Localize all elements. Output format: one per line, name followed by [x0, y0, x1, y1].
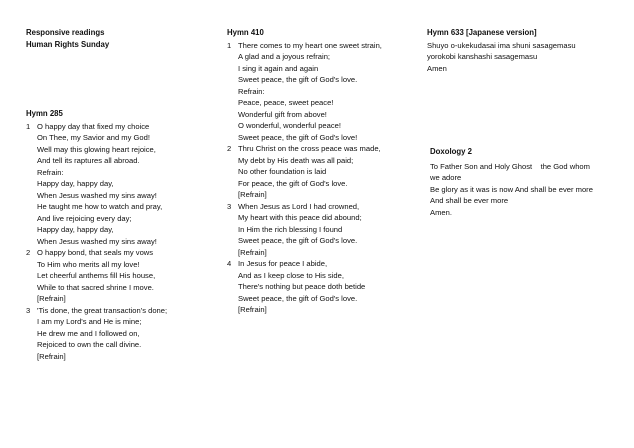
verse-line: In Jesus for peace I abide, — [238, 259, 328, 268]
verse-number: 3 — [26, 305, 31, 315]
hymn-285-verse-2 — [26, 247, 226, 305]
verse-line: Wonderful gift from above! — [238, 109, 327, 119]
verse-line: When Jesus washed my sins away! — [37, 236, 157, 246]
verse-line: O happy bond, that seals my vows — [37, 248, 154, 257]
verse-line: Happy day, happy day, — [37, 225, 114, 234]
verse-line: I am my Lord's and He is mine; — [37, 317, 142, 326]
hymn-285-verse-3 — [26, 305, 226, 363]
verse-number: 3 — [227, 201, 232, 211]
verse-line: [Refrain] — [238, 305, 267, 314]
verse-number: 2 — [227, 144, 232, 153]
hymn-285-verse-1 — [26, 121, 226, 248]
header-line-2: Human Rights Sunday — [26, 39, 110, 49]
verse-line: Happy day, happy day, — [37, 179, 114, 188]
verse-line: To Him who merits all my love! — [37, 259, 140, 269]
verse-line: My debt by His death was all paid; — [238, 155, 354, 165]
verse-line: Thru Christ on the cross peace was made, — [238, 144, 381, 153]
verse-line: Sweet peace, the gift of God's love! — [238, 132, 358, 142]
verse-line: When Jesus as Lord I had crowned, — [238, 201, 360, 211]
doxology-line: Be glory as it was is now And shall be ever more — [430, 184, 593, 194]
verse-line: Sweet peace, the gift of God's love. — [238, 293, 358, 303]
verse-line: And as I keep close to His side, — [238, 270, 344, 280]
verse-line: My heart with this peace did abound; — [238, 213, 362, 222]
verse-line: [Refrain] — [238, 247, 267, 257]
hymn-285 — [26, 108, 226, 362]
verse-line: [Refrain] — [37, 351, 66, 361]
hymn-633 — [427, 27, 627, 74]
hymn-285-title: Hymn 285 — [26, 109, 63, 118]
doxology-line: we adore — [430, 173, 462, 182]
verse-number: 1 — [26, 121, 31, 131]
doxology-line: To Father Son and Holy Ghost the God whom — [430, 161, 590, 171]
verse-line: When Jesus washed my sins away! — [37, 190, 157, 200]
verse-line: No other foundation is laid — [238, 167, 327, 176]
hymn-410-verse-4 — [227, 258, 417, 316]
verse-line: Refrain: — [37, 167, 64, 177]
verse-line: And live rejoicing every day; — [37, 213, 132, 223]
verse-line: I sing it again and again — [238, 63, 319, 73]
verse-line: 'Tis done, the great transaction's done; — [37, 305, 168, 315]
verse-line: While to that sacred shrine I move. — [37, 282, 154, 292]
hymn-410-title: Hymn 410 — [227, 28, 264, 37]
doxology-line: And shall be ever more — [430, 196, 509, 205]
verse-line: [Refrain] — [37, 294, 66, 303]
verse-line: A glad and a joyous refrain; — [238, 52, 331, 61]
hymn-410-verse-2 — [227, 143, 417, 201]
verse-line: There's nothing but peace doth betide — [238, 282, 366, 291]
verse-line: Peace, peace, sweet peace! — [238, 98, 334, 107]
verse-line: And tell its raptures all abroad. — [37, 156, 140, 165]
verse-line: [Refrain] — [238, 190, 267, 199]
doxology-2 — [430, 146, 630, 218]
verse-line: There comes to my heart one sweet strain, — [238, 40, 382, 50]
verse-line: For peace, the gift of God's love. — [238, 178, 348, 188]
verse-line: On Thee, my Savior and my God! — [37, 133, 150, 142]
hymn-410-verse-3 — [227, 201, 417, 259]
verse-line: He taught me how to watch and pray, — [37, 202, 163, 211]
verse-number: 1 — [227, 40, 232, 50]
verse-line: Well may this glowing heart rejoice, — [37, 144, 156, 154]
verse-line: Sweet peace, the gift of God's love. — [238, 236, 358, 245]
hymn-633-line: yorokobi kanshashi sasagemasu — [427, 52, 538, 61]
verse-line: He drew me and I followed on, — [37, 328, 140, 338]
verse-line: Sweet peace, the gift of God's love. — [238, 75, 358, 84]
verse-line: Refrain: — [238, 86, 265, 96]
hymn-633-title: Hymn 633 [Japanese version] — [427, 28, 537, 37]
verse-line: In Him the rich blessing I found — [238, 224, 343, 234]
verse-line: Let cheerful anthems fill His house, — [37, 271, 156, 280]
hymn-410-verse-1 — [227, 40, 417, 144]
verse-number: 4 — [227, 259, 232, 268]
hymn-633-line: Shuyo o-ukekudasai ima shuni sasagemasu — [427, 40, 576, 50]
left-column — [26, 27, 216, 50]
header-line-1: Responsive readings — [26, 28, 105, 37]
verse-number: 2 — [26, 248, 31, 257]
hymn-633-line: Amen — [427, 63, 447, 73]
verse-line: Rejoiced to own the call divine. — [37, 340, 142, 349]
verse-line: O wonderful, wonderful peace! — [238, 121, 341, 130]
doxology-line: Amen. — [430, 207, 452, 217]
verse-line: O happy day that fixed my choice — [37, 121, 150, 131]
doxology-title: Doxology 2 — [430, 147, 473, 156]
hymn-410 — [227, 27, 417, 316]
